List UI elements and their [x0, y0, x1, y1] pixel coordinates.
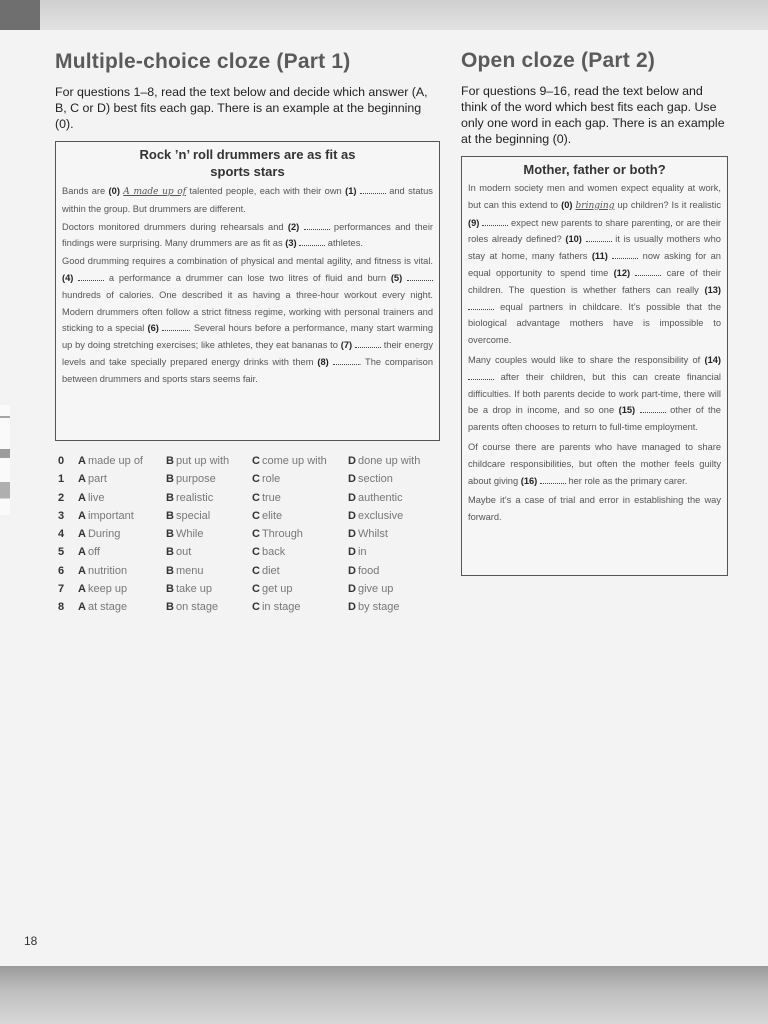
option-text: Through — [261, 528, 303, 541]
option-letter: B — [166, 546, 174, 559]
option-b[interactable] — [166, 455, 252, 473]
option-letter: D — [348, 564, 356, 577]
gap-15[interactable] — [640, 403, 666, 413]
option-a[interactable] — [78, 601, 166, 619]
option-d[interactable] — [348, 565, 438, 583]
option-b[interactable] — [166, 546, 252, 564]
option-letter: D — [348, 473, 356, 486]
option-c[interactable] — [252, 473, 348, 491]
option-a[interactable] — [78, 473, 166, 491]
option-c[interactable] — [252, 565, 348, 583]
option-c[interactable] — [252, 546, 348, 564]
part1-paragraph-3: Good drumming requires a combination of physical and mental agility, and fitness is vital. (4) a performance a drummer can lose two litres of fluid and burn (5) hundreds of calories. One described it as having a three-hour workout every night. Modern drummers often follow a strict fitness regime, working with personal trainers and sticking to a special (6) . Several hours before a performance, many start warming up by doing stretching exercises; like athletes, they eat bananas to (7) their energy levels and take specially prepared energy drinks with them (8) . The comparison between drummers and sports stars seems fair. — [62, 256, 434, 384]
option-number: 1 — [58, 473, 65, 486]
option-text: get up — [261, 583, 293, 596]
option-d[interactable] — [348, 546, 438, 564]
option-letter: A — [78, 601, 86, 614]
option-letter: A — [78, 509, 86, 522]
top-bar — [0, 0, 768, 30]
gap-11[interactable] — [612, 249, 638, 259]
option-letter: B — [166, 473, 174, 486]
option-letter: B — [166, 455, 174, 467]
option-text: diet — [261, 564, 280, 577]
option-text: nutrition — [87, 564, 128, 577]
option-text: give up — [357, 583, 394, 596]
option-letter: B — [166, 583, 174, 596]
part2-heading: Open cloze (Part 2) — [461, 49, 656, 72]
option-letter: A — [78, 546, 86, 559]
bottom-bar — [0, 966, 768, 1024]
option-c[interactable] — [252, 492, 348, 510]
part1-instructions: For questions 1–8, read the text below and decide which answer (A, B, C or D) best fits each gap. There is an example at the beginning (0). — [55, 85, 428, 131]
example-answer-0: A made up of — [123, 187, 187, 197]
option-letter: B — [166, 601, 174, 614]
option-letter: A — [78, 491, 86, 504]
option-letter: C — [252, 601, 260, 614]
gap-9[interactable] — [482, 216, 508, 226]
gap-2[interactable] — [304, 220, 330, 230]
option-text: Whilst — [357, 528, 388, 541]
option-text: live — [87, 491, 105, 504]
option-number: 8 — [58, 601, 65, 614]
gap-7[interactable] — [355, 338, 381, 348]
option-c[interactable] — [252, 601, 348, 619]
option-text: come up with — [261, 455, 327, 467]
option-letter: D — [348, 491, 356, 504]
option-text: keep up — [87, 583, 128, 596]
option-a[interactable] — [78, 583, 166, 601]
option-letter: C — [252, 528, 260, 541]
option-letter: D — [348, 583, 356, 596]
option-number: 2 — [58, 491, 65, 504]
gap-14[interactable] — [468, 370, 494, 380]
option-text: in stage — [261, 601, 301, 614]
option-letter: C — [252, 455, 260, 467]
gap-8[interactable] — [333, 355, 359, 365]
option-text: important — [87, 509, 134, 522]
option-number: 0 — [58, 455, 65, 467]
option-number: 4 — [58, 528, 65, 541]
option-text: true — [261, 491, 281, 504]
option-row — [58, 492, 438, 510]
option-text: put up with — [175, 455, 230, 467]
option-letter: D — [348, 509, 356, 522]
option-letter: C — [252, 509, 260, 522]
option-b[interactable] — [166, 601, 252, 619]
option-text: During — [87, 528, 121, 541]
gap-13[interactable] — [468, 300, 494, 310]
option-letter: B — [166, 564, 174, 577]
option-b[interactable] — [166, 583, 252, 601]
option-letter: B — [166, 528, 174, 541]
option-text: part — [87, 473, 107, 486]
option-letter: A — [78, 473, 86, 486]
option-letter: C — [252, 546, 260, 559]
option-d[interactable] — [348, 492, 438, 510]
option-text: section — [357, 473, 393, 486]
option-letter: B — [166, 491, 174, 504]
option-a[interactable] — [78, 528, 166, 546]
option-letter: A — [78, 528, 86, 541]
option-b[interactable] — [166, 565, 252, 583]
gap-12[interactable] — [635, 266, 661, 276]
gap-4[interactable] — [78, 271, 104, 281]
gap-5[interactable] — [407, 271, 433, 281]
option-row — [58, 455, 438, 473]
option-b[interactable] — [166, 473, 252, 491]
page-number: 18 — [24, 934, 38, 948]
option-text: food — [357, 564, 380, 577]
option-row — [58, 565, 438, 583]
option-text: role — [261, 473, 281, 486]
option-a[interactable] — [78, 492, 166, 510]
option-letter: C — [252, 583, 260, 596]
top-bar-tab — [0, 0, 40, 30]
option-letter: B — [166, 509, 174, 522]
gap-6[interactable] — [162, 321, 188, 331]
option-number: 7 — [58, 583, 65, 596]
part2-paragraph-3: Of course there are parents who have managed to share childcare responsibilities, but often the mother feels guilty about giving (16) her role as the primary carer. — [468, 441, 721, 486]
option-b[interactable] — [166, 492, 252, 510]
option-d[interactable] — [348, 601, 438, 619]
option-row — [58, 583, 438, 601]
option-b[interactable] — [166, 528, 252, 546]
option-c[interactable] — [252, 528, 348, 546]
part2-instructions: For questions 9–16, read the text below and think of the word which best fits each gap. Use only one word in each gap. There is an example at the beginning (0). — [461, 84, 725, 146]
part1-options-table — [58, 455, 438, 620]
option-text: by stage — [357, 601, 400, 614]
option-d[interactable] — [348, 510, 438, 528]
option-text: off — [87, 546, 100, 559]
example-answer-0-part2: bringing — [575, 200, 615, 211]
option-a[interactable] — [78, 565, 166, 583]
option-text: back — [261, 546, 286, 559]
option-letter: D — [348, 455, 356, 467]
gap-10[interactable] — [586, 232, 612, 242]
part2-paragraph-1: In modern society men and women expect equality at work, but can this extend to (0) bringing up children? Is it realistic (9) expect new parents to share parenting, or are their roles already defined? (10) it is usually mothers who stay at home, many fathers (11) now asking for an equal opportunity to spend time (12) care of their children. The question is whether fathers can really (13) equal partners in childcare. It’s possible that the biological advantage mothers have is impossible to overcome. — [468, 183, 722, 346]
option-letter: A — [78, 455, 86, 467]
option-letter: C — [252, 491, 260, 504]
option-d[interactable] — [348, 473, 438, 491]
option-text: authentic — [357, 491, 403, 504]
option-text: out — [175, 546, 192, 559]
option-d[interactable] — [348, 528, 438, 546]
option-text: special — [175, 509, 211, 522]
option-a[interactable] — [78, 510, 166, 528]
part1-paragraph-1: Bands are (0) A made up of talented people, each with their own (1) and status within the group. But drummers are different. — [62, 186, 433, 214]
option-letter: D — [348, 601, 356, 614]
option-d[interactable] — [348, 455, 438, 473]
option-row — [58, 546, 438, 564]
option-row — [58, 601, 438, 619]
part1-box-title: Rock ’n’ roll drummers are as fit as sports stars — [139, 147, 356, 179]
option-text: elite — [261, 509, 283, 522]
option-row — [58, 510, 438, 528]
option-text: While — [175, 528, 204, 541]
gap-3[interactable] — [299, 236, 325, 246]
option-b[interactable] — [166, 510, 252, 528]
option-a[interactable] — [78, 546, 166, 564]
option-letter: C — [252, 564, 260, 577]
option-letter: C — [252, 473, 260, 486]
option-row — [58, 528, 438, 546]
option-text: purpose — [175, 473, 216, 486]
option-text: done up with — [357, 455, 421, 467]
option-text: in — [357, 546, 367, 559]
option-text: menu — [175, 564, 204, 577]
option-number: 5 — [58, 546, 65, 559]
part2-paragraph-2: Many couples would like to share the responsibility of (14) after their children, but this can create financial difficulties. If both parents decide to work part-time, there will be a drop in income, and so one (15) other of the parents often chooses to return to full-time employment. — [468, 354, 722, 433]
part2-text-box — [461, 156, 728, 576]
option-letter: A — [78, 583, 86, 596]
option-letter: D — [348, 546, 356, 559]
option-text: made up of — [87, 455, 143, 467]
option-c[interactable] — [252, 510, 348, 528]
option-a[interactable] — [78, 455, 166, 473]
option-text: exclusive — [357, 509, 404, 522]
option-letter: D — [348, 528, 356, 541]
part2-box-title: Mother, father or both? — [523, 162, 666, 177]
part1-heading: Multiple-choice cloze (Part 1) — [55, 50, 351, 73]
gap-1[interactable] — [360, 184, 386, 194]
option-number: 3 — [58, 509, 65, 522]
option-text: realistic — [175, 491, 214, 504]
part1-text-box — [55, 141, 440, 441]
option-row — [58, 473, 438, 491]
gap-16[interactable] — [540, 474, 566, 484]
option-d[interactable] — [348, 583, 438, 601]
part2-paragraph-4: Maybe it’s a case of trial and error in establishing the way forward. — [468, 495, 721, 523]
binding-mark — [0, 405, 10, 515]
option-number: 6 — [58, 564, 65, 577]
option-c[interactable] — [252, 455, 348, 473]
option-text: take up — [175, 583, 213, 596]
option-text: on stage — [175, 601, 219, 614]
option-c[interactable] — [252, 583, 348, 601]
option-text: at stage — [87, 601, 128, 614]
part1-paragraph-2: Doctors monitored drummers during rehearsals and (2) performances and their findings were surprising. Many drummers are as fit as (3) athletes. — [62, 221, 433, 249]
option-letter: A — [78, 564, 86, 577]
